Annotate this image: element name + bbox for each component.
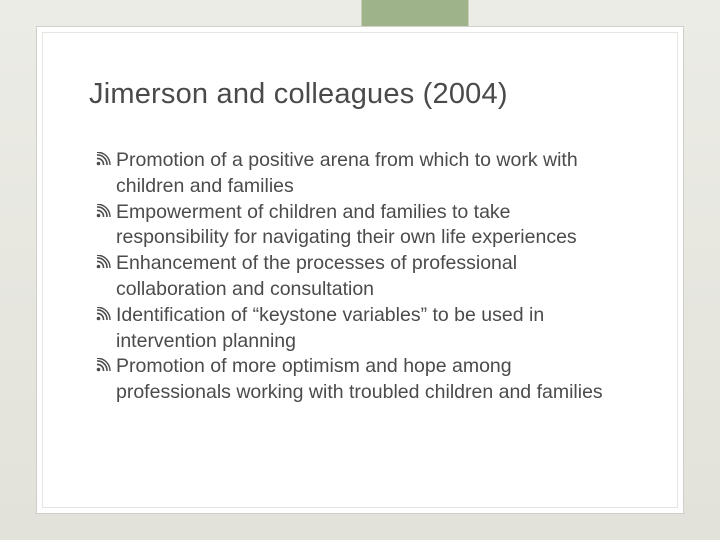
bullet-item-1: [116, 148, 616, 200]
slide-title: Jimerson and colleagues (2004): [89, 78, 508, 110]
bullet-text: Empowerment of children and families to take responsibility for navigating their own life experiences: [116, 200, 577, 249]
wifi-signal-icon: [96, 204, 113, 218]
wifi-signal-icon: [96, 358, 113, 372]
bullet-text: Promotion of more optimism and hope among professionals working with troubled children and families: [116, 355, 603, 404]
bullet-item-2: [116, 200, 616, 252]
bullet-item-3: [116, 251, 616, 303]
bullet-text: Enhancement of the processes of professional collaboration and consultation: [116, 252, 518, 300]
wifi-signal-icon: [96, 152, 113, 166]
bullet-list: [116, 148, 616, 406]
wifi-signal-icon: [96, 307, 113, 321]
bullet-text: Identification of “keystone variables” to be used in intervention planning: [116, 303, 545, 352]
wifi-signal-icon: [96, 255, 113, 269]
bullet-text: Promotion of a positive arena from which to work with children and families: [116, 149, 578, 197]
bullet-item-4: [116, 303, 616, 355]
bullet-item-5: [116, 354, 616, 406]
